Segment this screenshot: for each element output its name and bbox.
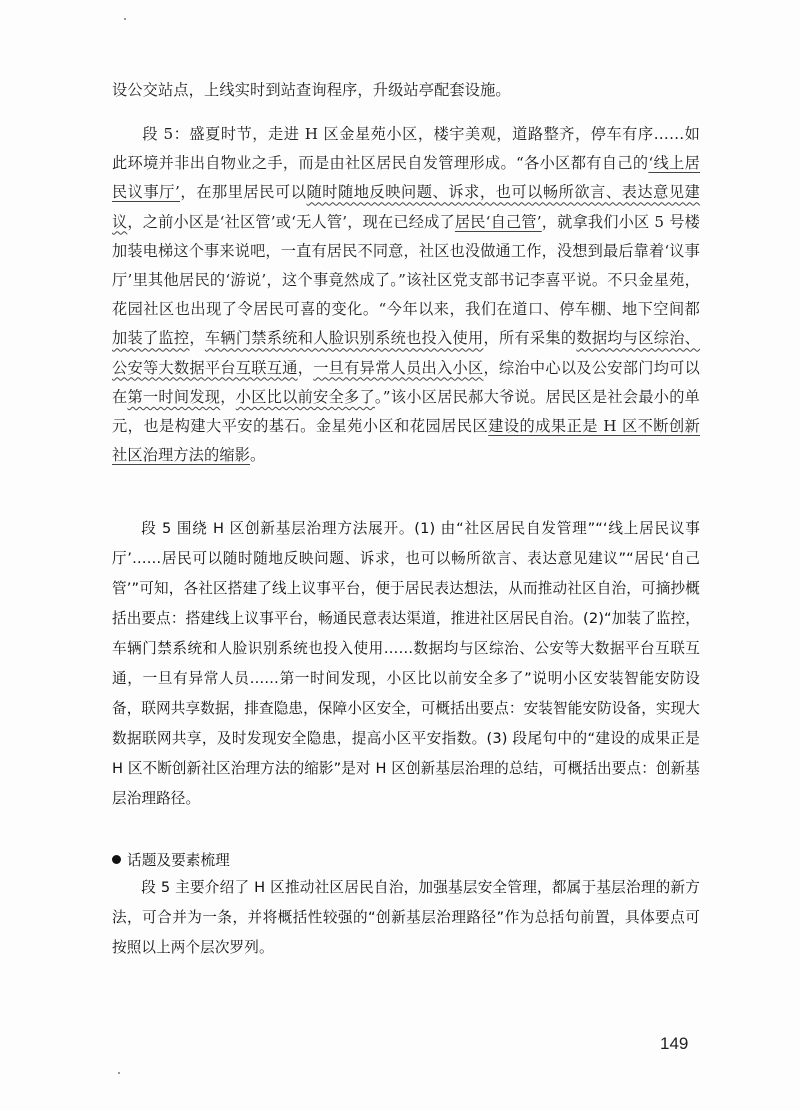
section-heading-text: 话题及要素梳理 bbox=[127, 852, 230, 869]
bullet-icon bbox=[112, 855, 121, 864]
quote-text: 。”该小区居民郝大爷说。居民区是社会最小的单元，也是构建大平安的基石。金星苑小区和花园居民区 bbox=[112, 387, 700, 436]
scan-speck bbox=[124, 18, 126, 20]
quote-text: ，在那里居民可以 bbox=[180, 183, 307, 202]
quote-text: ， bbox=[189, 329, 205, 348]
quote-text: ， bbox=[297, 358, 314, 377]
underlined-phrase: ‘线上居民议事厅’ bbox=[112, 154, 700, 202]
analysis-paragraph: 段 5 围绕 H 区创新基层治理方法展开。(1) 由“社区居民自发管理”“‘线上居民议事厅’……居民可以随时随地反映问题、诉求，也可以畅所欲言、表达意见建议”“居民‘自己管’”可知，各社区搭建了线上议事平台，便于居民表达想法，从而推动社区自治，可摘抄概括出要点：搭建线上议事平台，畅通民意表达渠道，推进社区居民自治。(2)“加装了监控，车辆门禁系统和人脸识别系统也投入使用……数据均与区综治、公安等大数据平台互联互通，一旦有异常人员……第一时间发现，小区比以前安全多了”说明小区安装智能安防设备，联网共享数据，排查隐患，保障小区安全，可概括出要点：安装智能安防设备，实现大数据联网共享，及时发现安全隐患，提高小区平安指数。(3) 段尾句中的“建设的成果正是 H 区不断创新社区治理方法的缩影”是对 H 区创新基层治理的总结，可概括出要点：创新基层治理路径。 bbox=[112, 520, 700, 807]
underlined-phrase: 建设的成果正是 H 区不断创新社区治理方法的缩影 bbox=[112, 417, 700, 465]
quote-text: ，综治中心以及公安部门均可以在 bbox=[112, 358, 700, 406]
summary-paragraph: 段 5 主要介绍了 H 区推动社区居民自治，加强基层安全管理，都属于基层治理的新方法，可合并为一条，并将概括性较强的“创新基层治理路径”作为总括句前置，具体要点可按照以上两个层次罗列。 bbox=[112, 879, 700, 956]
scan-speck bbox=[118, 1072, 120, 1074]
wavy-underlined-phrase: 加装了监控 bbox=[112, 329, 190, 348]
page-number: 149 bbox=[660, 1034, 689, 1053]
wavy-underlined-phrase: 一旦有异常人员出入小区 bbox=[313, 358, 484, 377]
quote-text: ，所有采集的 bbox=[483, 329, 577, 348]
wavy-underlined-phrase: 数据均与区综治、公安等大数据平台互联互通 bbox=[112, 329, 701, 377]
section-heading bbox=[112, 846, 700, 876]
continued-line: 设公交站点，上线实时到站查询程序，升级站亭配套设施。 bbox=[112, 81, 511, 99]
wavy-underlined-phrase: 第一时间发现 bbox=[127, 387, 221, 406]
wavy-underlined-phrase: 车辆门禁系统和人脸识别系统也投入使用 bbox=[204, 329, 484, 348]
quote-text: ，就拿我们小区 5 号楼加装电梯这个事来说吧，一直有居民不同意，社区也没做通工作，没想到最后靠着‘议事厅’里其他居民的‘游说’，这个事竟然成了。”该社区党支部书记李喜平说。不只金星苑，花园社区也出现了令居民可喜的变化。“今年以来，我们在道口、停车棚、地下空间都 bbox=[112, 212, 700, 319]
quote-text: ， bbox=[220, 387, 236, 406]
underlined-phrase: 居民‘自己管’ bbox=[454, 212, 542, 231]
quote-text: 。 bbox=[250, 446, 266, 465]
quote-text: 段 5：盛夏时节，走进 H 区金星苑小区，楼宇美观，道路整齐，停车有序……如此环境并非出自物业之手，而是由社区居民自发管理形成。“各小区都有自己的 bbox=[112, 125, 700, 173]
wavy-underlined-phrase: 随时随地反映问题、诉求，也可以畅所欲言、表达意见建议 bbox=[112, 183, 701, 231]
source-paragraph-5 bbox=[112, 120, 700, 470]
quote-text: ，之前小区是‘社区管’或‘无人管’，现在已经成了 bbox=[127, 212, 455, 231]
wavy-underlined-phrase: 小区比以前安全多了 bbox=[235, 387, 375, 406]
